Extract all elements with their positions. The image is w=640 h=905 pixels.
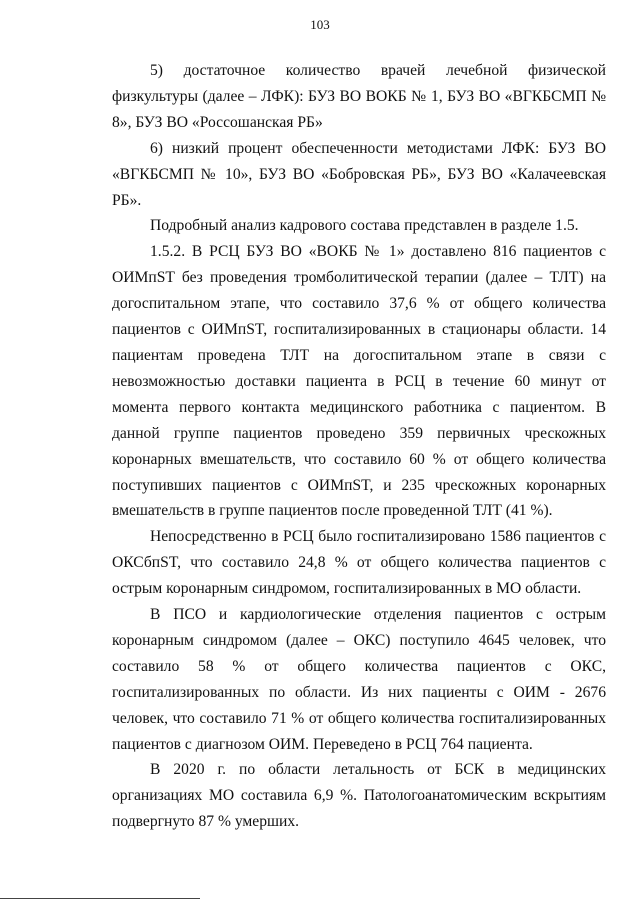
paragraph-mortality-2020: В 2020 г. по области летальность от БСК в медицинских организациях МО составила 6,9 %. Патологоанатомическим вскрытиям подвергнуто 87 % умерших. [112, 761, 606, 831]
document-body [112, 58, 606, 835]
footer-divider [0, 898, 200, 899]
paragraph-rsc-oksbpst: Непосредственно в РСЦ было госпитализировано 1586 пациентов с ОКСбпST, что составило 24,8 % от общего количества пациентов с острым коронарным синдромом, госпитализированных в МО области. [112, 528, 606, 598]
paragraph-lfk-methodists: 6) низкий процент обеспеченности методистами ЛФК: БУЗ ВО «ВГКБСМП № 10», БУЗ ВО «Бобровская РБ», БУЗ ВО «Калачеевская РБ». [112, 139, 606, 209]
paragraph-rsc-oimpst: 1.5.2. В РСЦ БУЗ ВО «ВОКБ № 1» доставлено 816 пациентов с ОИМпST без проведения тромболитической терапии (далее – ТЛТ) на догоспитальном этапе, что составило 37,6 % от общего количества пациентов с ОИМпST, госпитализированных в стационары области. 14 пациентам проведена ТЛТ на догоспитальном этапе в связи с невозможностью доставки пациента в РСЦ в течение 60 минут от момента первого контакта медицинского работника с пациентом. В данной группе пациентов проведено 359 первичных чрескожных коронарных вмешательств, что составило 60 % от общего количества поступивших пациентов с ОИМпST, и 235 чрескожных коронарных вмешательств в группе пациентов после проведенной ТЛТ (41 %). [112, 243, 606, 520]
paragraph-pso-oks: В ПСО и кардиологические отделения пациентов с острым коронарным синдромом (далее – ОКС) поступило 4645 человек, что составило 58 % от общего количества пациентов с ОКС, госпитализированных по области. Из них пациенты с ОИМ - 2676 человек, что составило 71 % от общего количества госпитализированных пациентов с диагнозом ОИМ. Переведено в РСЦ 764 пациента. [112, 606, 606, 753]
paragraph-section-reference: Подробный анализ кадрового состава представлен в разделе 1.5. [150, 217, 579, 235]
page-number: 103 [310, 17, 330, 32]
paragraph-lfk-staffing: 5) достаточное количество врачей лечебной физической физкультуры (далее – ЛФК): БУЗ ВО ВОКБ № 1, БУЗ ВО «ВГКБСМП № 8», БУЗ ВО «Россошанская РБ» [112, 62, 606, 131]
